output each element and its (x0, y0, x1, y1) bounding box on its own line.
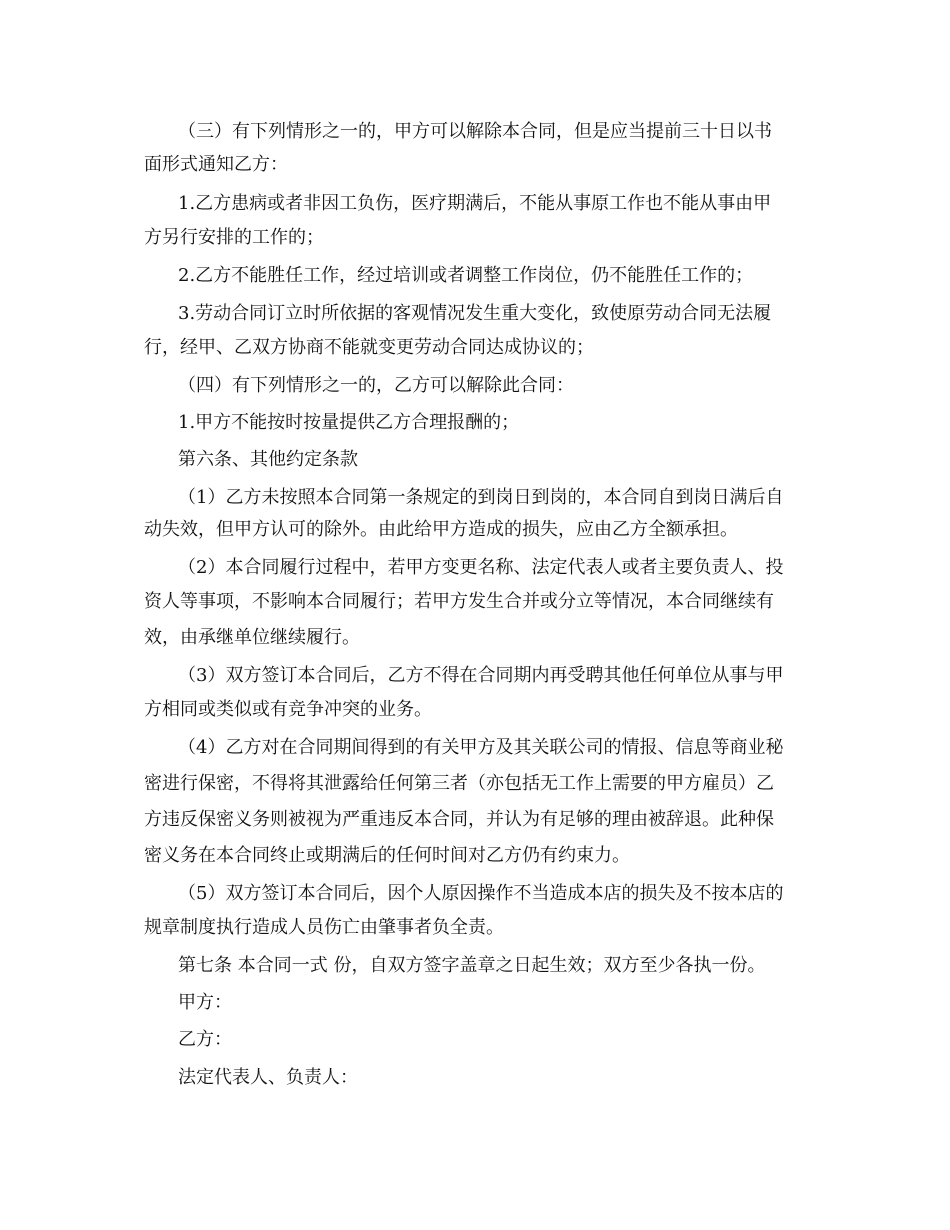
signature-label-party-b: 乙方： (178, 1029, 232, 1050)
paragraph-line: 资人等事项，不影响本合同履行；若甲方发生合并或分立等情况，本合同继续有 (144, 591, 774, 612)
signature-label-representative: 法定代表人、负责人： (178, 1067, 358, 1088)
paragraph-line: 密进行保密，不得将其泄露给任何第三者（亦包括无工作上需要的甲方雇员）乙 (144, 773, 774, 794)
paragraph-line: 方相同或类似或有竞争冲突的业务。 (144, 699, 432, 720)
paragraph-line: （三）有下列情形之一的，甲方可以解除本合同，但是应当提前三十日以书 (178, 121, 772, 142)
paragraph-line: （5）双方签订本合同后，因个人原因操作不当造成本店的损失及不按本店的 (178, 883, 784, 904)
paragraph-line: 面形式通知乙方： (144, 154, 288, 175)
paragraph-line: 方另行安排的工作的； (144, 227, 324, 248)
signature-label-party-a: 甲方： (178, 992, 232, 1013)
paragraph-line: （1）乙方未按照本合同第一条规定的到岗日到岗的，本合同自到岗日满后自 (178, 487, 784, 508)
paragraph-line: 行，经甲、乙双方协商不能就变更劳动合同达成协议的； (144, 337, 594, 358)
paragraph-line: 1.甲方不能按时按量提供乙方合理报酬的； (178, 412, 520, 433)
paragraph-line: （2）本合同履行过程中，若甲方变更名称、法定代表人或者主要负责人、投 (178, 557, 784, 578)
section-heading: 第七条 本合同一式 份，自双方签字盖章之日起生效；双方至少各执一份。 (178, 955, 766, 976)
paragraph-line: 2.乙方不能胜任工作，经过培训或者调整工作岗位，仍不能胜任工作的； (178, 265, 754, 286)
paragraph-line: （3）双方签订本合同后，乙方不得在合同期内再受聘其他任何单位从事与甲 (178, 665, 784, 686)
section-heading: 第六条、其他约定条款 (178, 449, 358, 470)
paragraph-line: 动失效，但甲方认可的除外。由此给甲方造成的损失，应由乙方全额承担。 (144, 519, 738, 540)
paragraph-line: 1.乙方患病或者非因工负伤，医疗期满后，不能从事原工作也不能从事由甲 (178, 193, 772, 214)
paragraph-line: 方违反保密义务则被视为严重违反本合同，并认为有足够的理由被辞退。此种保 (144, 809, 774, 830)
paragraph-line: 规章制度执行造成人员伤亡由肇事者负全责。 (144, 917, 504, 938)
paragraph-line: （四）有下列情形之一的，乙方可以解除此合同： (178, 375, 574, 396)
paragraph-line: 效，由承继单位继续履行。 (144, 627, 360, 648)
paragraph-line: （4）乙方对在合同期间得到的有关甲方及其关联公司的情报、信息等商业秘 (178, 737, 784, 758)
paragraph-line: 3.劳动合同订立时所依据的客观情况发生重大变化，致使原劳动合同无法履 (178, 303, 772, 324)
paragraph-line: 密义务在本合同终止或期满后的任何时间对乙方仍有约束力。 (144, 845, 630, 866)
